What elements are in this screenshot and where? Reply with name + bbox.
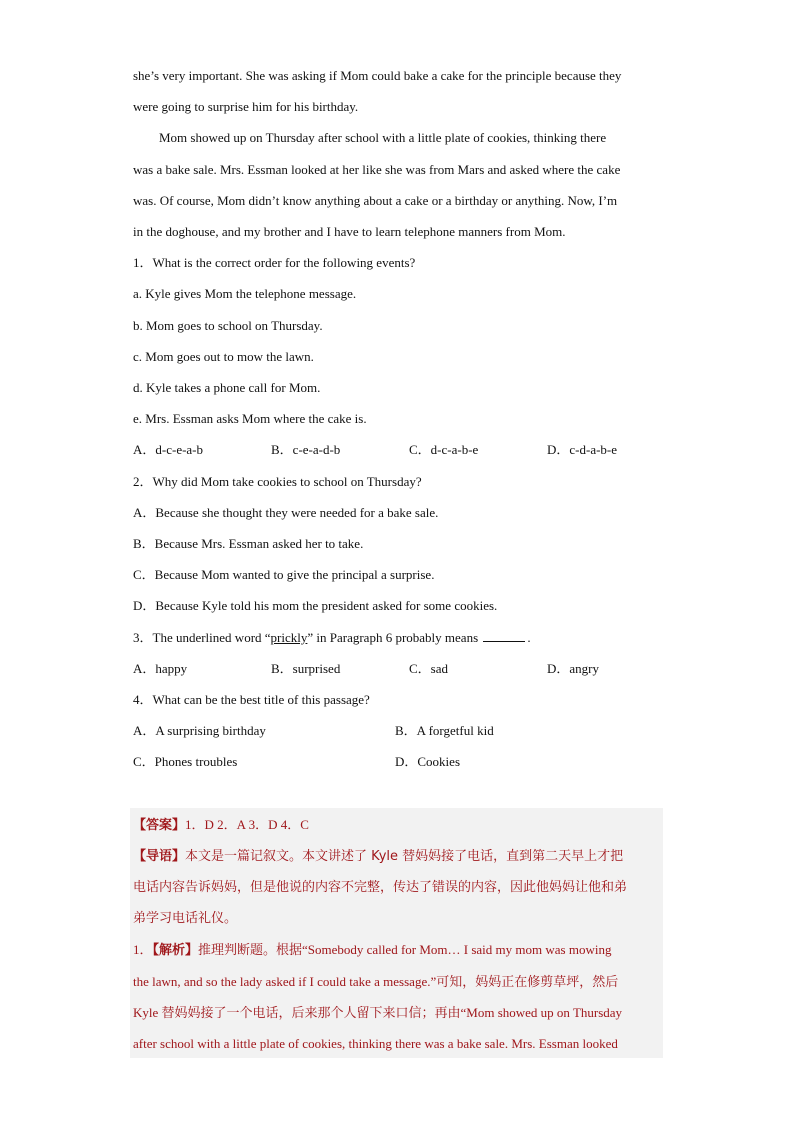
question-4-options-row1 — [133, 715, 663, 746]
analysis-line — [133, 934, 663, 966]
option-b[interactable]: B．A forgetful kid — [395, 723, 494, 739]
analysis-label: 【解析】 — [152, 943, 199, 958]
option-c[interactable]: C．d-c-a-b-e — [409, 442, 479, 458]
option-d[interactable]: D．Cookies — [395, 754, 461, 770]
passage-line: Mom showed up on Thursday after school with a little plate of cookies, thinking there — [159, 130, 607, 146]
stem-text: ” in Paragraph 6 probably means — [307, 629, 479, 645]
option-a[interactable]: A．happy — [133, 660, 188, 676]
analysis-line: Kyle 替妈妈接了一个电话，后来那个人留下来口信；再由“Mom showed up on Thursday — [133, 1005, 623, 1020]
option-a[interactable]: A．A surprising birthday — [133, 723, 266, 739]
analysis-line: after school with a little plate of cookies, thinking there was a bake sale. Mrs. Essman looked — [133, 1036, 618, 1051]
option-c[interactable]: C．Phones troubles — [133, 754, 238, 770]
stem-end: . — [527, 629, 531, 645]
option-a[interactable]: A．Because she thought they were needed for a bake sale. — [133, 504, 439, 520]
guide-text: 本文是一篇记叙文。本文讲述了 Kyle 替妈妈接了电话，直到第二天早上才把 — [185, 849, 624, 864]
answer-section — [133, 809, 663, 1059]
guide-label: 【导语】 — [133, 849, 186, 864]
answer-blank — [483, 630, 525, 642]
option-d[interactable]: D．Because Kyle told his mom the president asked for some cookies. — [133, 598, 498, 614]
option-c[interactable]: C．sad — [409, 660, 449, 676]
answer-text: 1．D 2．A 3．D 4．C — [185, 817, 309, 832]
event-b: b. Mom goes to school on Thursday. — [133, 317, 323, 333]
passage-line: was. Of course, Mom didn’t know anything about a cake or a birthday or anything. Now, I’m — [133, 192, 618, 208]
event-c: c. Mom goes out to mow the lawn. — [133, 348, 314, 364]
option-b[interactable]: B．Because Mrs. Essman asked her to take. — [133, 536, 364, 552]
guide-line: 电话内容告诉妈妈，但是他说的内容不完整，传达了错误的内容，因此他妈妈让他和弟 — [133, 880, 628, 895]
event-d: d. Kyle takes a phone call for Mom. — [133, 380, 321, 396]
question-1-options — [133, 434, 663, 465]
passage-line: in the doghouse, and my brother and I have to learn telephone manners from Mom. — [133, 224, 566, 240]
option-a[interactable]: A．d-c-e-a-b — [133, 442, 204, 458]
option-b[interactable]: B．surprised — [271, 660, 341, 676]
option-b[interactable]: B．c-e-a-d-b — [271, 442, 341, 458]
guide-line — [133, 841, 663, 872]
underlined-word: prickly — [270, 629, 308, 645]
option-c[interactable]: C．Because Mom wanted to give the principal a surprise. — [133, 567, 435, 583]
option-d[interactable]: D．angry — [547, 660, 599, 676]
guide-line: 弟学习电话礼仪。 — [133, 911, 238, 926]
option-d[interactable]: D．c-d-a-b-e — [547, 442, 618, 458]
question-4-options-row2 — [133, 746, 663, 777]
passage-line: she’s very important. She was asking if Mom could bake a cake for the principle because they — [133, 68, 622, 83]
answer-key — [133, 809, 663, 841]
question-3-options — [133, 653, 663, 684]
analysis-text: 推理判断题。根据“Somebody called for Mom… I said my mom was mowing — [198, 942, 612, 957]
analysis-line: the lawn, and so the lady asked if I could take a message.”可知，妈妈正在修剪草坪，然后 — [133, 974, 619, 989]
analysis-number: 1． — [133, 942, 153, 957]
question-1-stem: 1．What is the correct order for the following events? — [133, 255, 416, 271]
question-4-stem: 4．What can be the best title of this passage? — [133, 692, 370, 708]
question-3-stem — [133, 622, 663, 653]
event-a: a. Kyle gives Mom the telephone message. — [133, 286, 357, 302]
passage-line: was a bake sale. Mrs. Essman looked at her like she was from Mars and asked where the cake — [133, 161, 621, 177]
question-2-stem: 2．Why did Mom take cookies to school on Thursday? — [133, 473, 422, 489]
passage-line: were going to surprise him for his birthday. — [133, 99, 359, 115]
event-e: e. Mrs. Essman asks Mom where the cake is. — [133, 411, 367, 427]
answer-label: 【答案】 — [133, 818, 186, 833]
stem-text: 3．The underlined word “ — [133, 629, 271, 645]
document-body — [133, 60, 663, 778]
